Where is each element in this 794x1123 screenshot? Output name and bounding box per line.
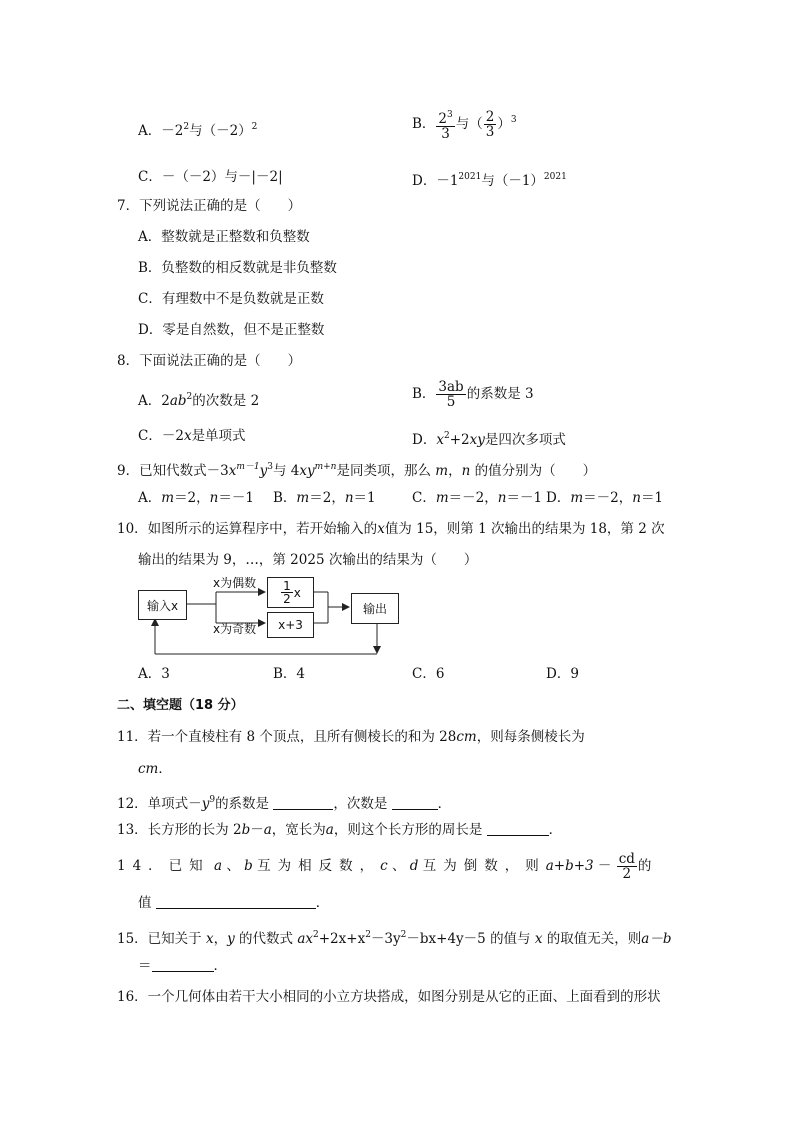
q10-option-c: C．6: [412, 666, 445, 682]
q8-option-c: C．－2x是单项式: [138, 428, 246, 444]
fraction: $\frac{cd}{2}$: [618, 851, 635, 882]
flowchart-output-box: 输出: [351, 593, 399, 624]
answer-blank[interactable]: [152, 958, 214, 972]
q11-line1: 11．若一个直棱柱有 8 个顶点，且所有侧棱长的和为 28cm，则每条侧棱长为: [117, 729, 585, 745]
q9-stem: 9．已知代数式$-3x^{m-1}y^3$与 $4xy^{m+n}$是同类项，那么 m，n 的值分别为（ ）: [117, 462, 597, 479]
q10-stem-line2: 输出的结果为 9，…，第 2025 次输出的结果为（ ）: [138, 552, 478, 568]
q6-option-d: D．$-1^{2021}$与$(-1)^{2021}$: [412, 172, 567, 189]
fraction: $\frac{2^3}{3}$: [438, 110, 453, 142]
q8-option-a: A．$2ab^2$的次数是 2: [138, 392, 260, 409]
q6-option-a: A．$-2^2$与$(-2)^2$: [138, 122, 258, 139]
q10-stem-line1: 10．如图所示的运算程序中，若开始输入的x值为 15，则第 1 次输出的结果为 18，第 2 次: [117, 521, 665, 537]
flowchart-even-label: x为偶数: [213, 576, 257, 590]
q13-line: 13．长方形的长为 2b－a，宽长为a，则这个长方形的周长是 ．: [117, 822, 563, 838]
q7-option-b: B．负整数的相反数就是非负整数: [138, 260, 337, 276]
q14-line2: 值 ．: [138, 895, 330, 911]
q7-option-d: D．零是自然数，但不是正整数: [138, 322, 325, 338]
answer-blank[interactable]: [273, 796, 333, 810]
q16-line: 16．一个几何体由若干大小相同的小立方块搭成，如图分别是从它的正面、上面看到的形状: [117, 989, 661, 1005]
q6-option-b: B． $\frac{2^3}{3}$ 与（ $\frac{2}{3}$ ）$^3$: [412, 109, 517, 142]
q15-line2: ＝ ．: [138, 958, 227, 974]
q7-option-a: A．整数就是正整数和负整数: [138, 229, 310, 245]
answer-blank[interactable]: [156, 895, 316, 909]
q11-line2: cm．: [138, 761, 172, 777]
q6-option-c: C．－（－2）与－|－2|: [138, 169, 283, 185]
q9-option-a: A．m＝2，n＝－1: [138, 490, 254, 506]
q7-option-c: C．有理数中不是负数就是正数: [138, 291, 324, 307]
q9-option-d: D．m＝－2，n＝1: [546, 490, 664, 506]
q10-option-b: B．4: [273, 666, 306, 682]
flowchart-input-box: 输入x: [138, 590, 187, 620]
answer-blank[interactable]: [392, 796, 438, 810]
answer-blank[interactable]: [487, 822, 549, 836]
q10-option-a: A．3: [138, 666, 170, 682]
flowchart-half-box: $\frac{1}{2}$ x: [267, 577, 314, 608]
q7-stem: 7．下列说法正确的是（ ）: [117, 198, 302, 214]
q14-line1: 14．已知 a 、 b 互为相反数，c 、 d 互为倒数，则a+b+3 － $\frac{cd}{2}$ 的: [117, 851, 652, 882]
flowchart-plus3-box: x+3: [267, 612, 314, 638]
q15-line1: 15．已知关于 x，y 的代数式 $ax^2+2x+x^2-3y^2-bx+4y-5$ 的值与 x 的取值无关，则a－b: [117, 930, 672, 947]
fraction: $\frac{2}{3}$: [485, 109, 495, 140]
q8-option-d: D．$x^2+2xy$是四次多项式: [412, 431, 566, 448]
q8-option-b: B． $\frac{3ab}{5}$ 的系数是 3: [412, 379, 534, 410]
fraction: $\frac{3ab}{5}$: [438, 379, 464, 410]
q8-stem: 8．下面说法正确的是（ ）: [117, 353, 302, 369]
q9-option-c: C．m＝－2，n＝－1: [412, 490, 543, 506]
q12-line: 12．单项式$-y^9$的系数是 ，次数是 ．: [117, 795, 452, 812]
flowchart-odd-label: x为奇数: [213, 622, 257, 636]
q9-option-b: B．m＝2，n＝1: [273, 490, 376, 506]
fraction: $\frac{1}{2}$: [283, 579, 291, 606]
q10-option-d: D．9: [546, 666, 579, 682]
section-title: 二、填空题（18 分）: [117, 698, 244, 713]
